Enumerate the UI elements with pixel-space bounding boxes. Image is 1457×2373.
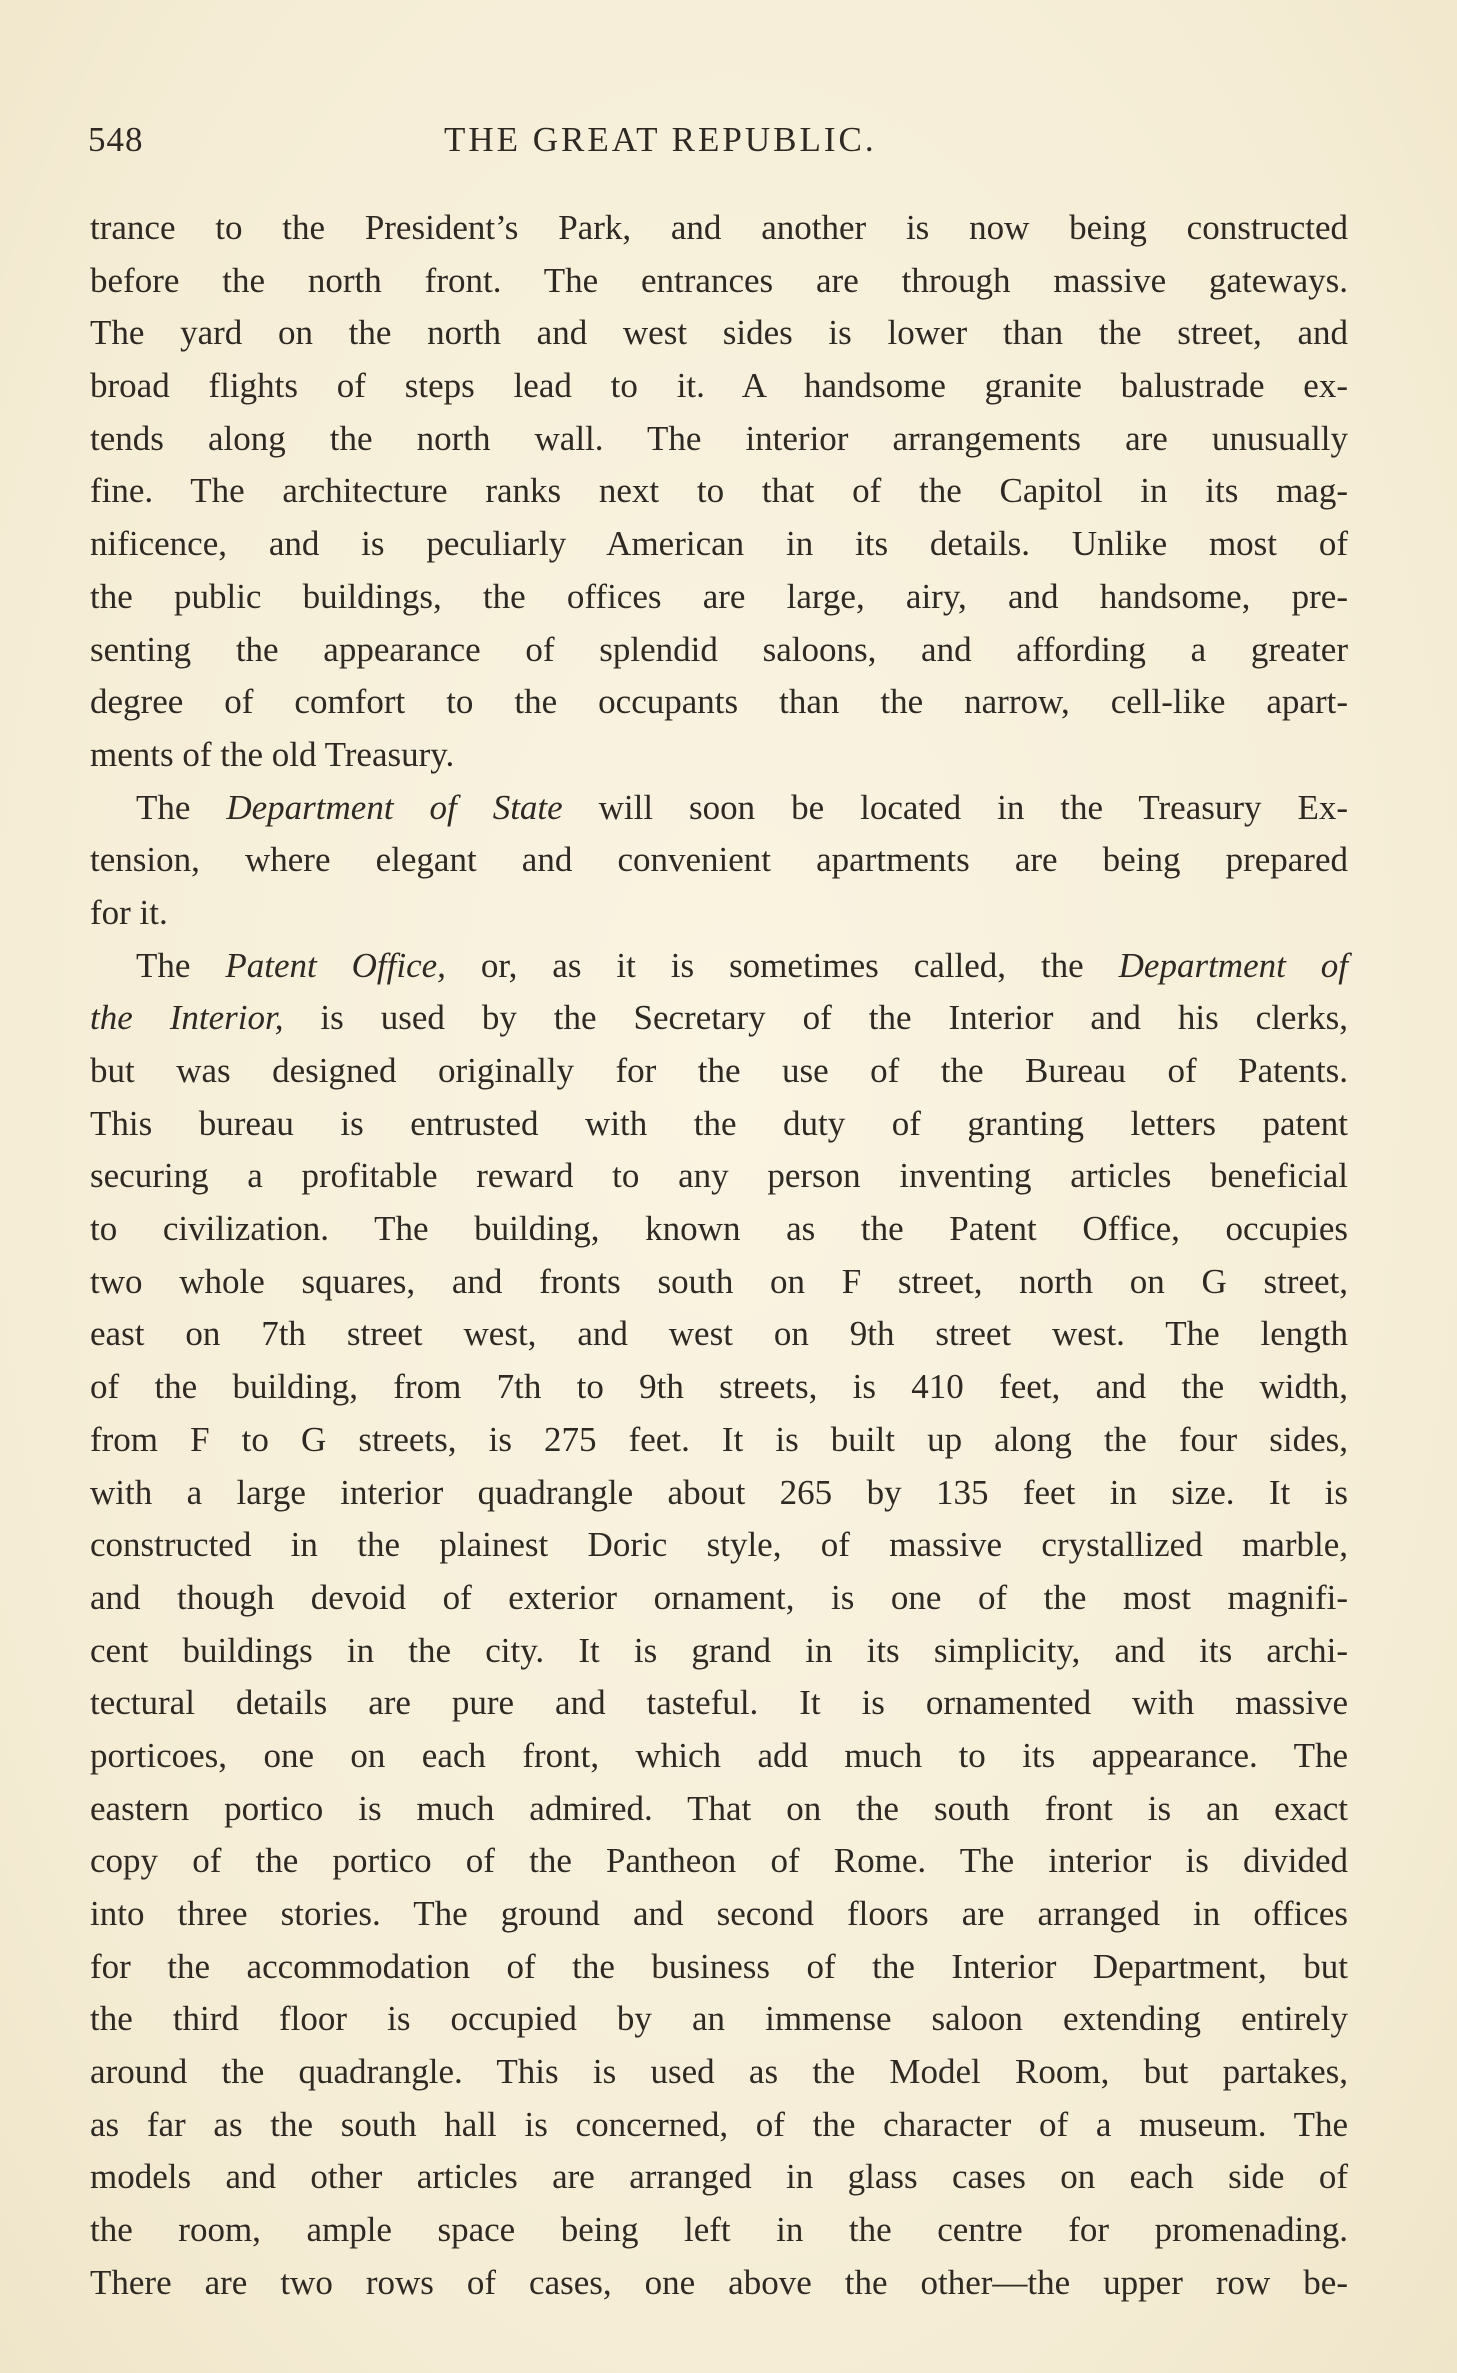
text-line <box>90 1045 1348 1098</box>
text-line <box>90 465 1348 518</box>
text-span: to civilization. The building, known as the Patent Office, occupies <box>90 1209 1348 1249</box>
text-span: for the accommodation of the business of the Interior Department, but <box>90 1946 1348 1986</box>
text-line <box>90 887 1348 940</box>
text-span: cent buildings in the city. It is grand in its simplicity, and its archi- <box>90 1630 1348 1670</box>
text-line <box>90 1730 1348 1783</box>
text-span: porticoes, one on each front, which add much to its appearance. The <box>90 1735 1348 1775</box>
text-span: senting the appearance of splendid saloons, and affording a greater <box>90 629 1348 669</box>
text-span: The yard on the north and west sides is lower than the street, and <box>90 313 1348 353</box>
text-line <box>90 992 1348 1045</box>
text-span: from F to G streets, is 275 feet. It is built up along the four sides, <box>90 1419 1348 1459</box>
text-line <box>90 1783 1348 1836</box>
text-span: tension, where elegant and convenient apartments are being prepared <box>90 840 1348 880</box>
text-line <box>90 1625 1348 1678</box>
italic-span: the Interior, <box>90 998 284 1038</box>
text-line <box>90 729 1348 782</box>
text-span: the public buildings, the offices are large, airy, and handsome, pre- <box>90 576 1348 616</box>
text-line <box>90 782 1348 835</box>
text-span: trance to the President’s Park, and another is now being constructed <box>90 208 1348 247</box>
text-line <box>90 940 1348 993</box>
page-number: 548 <box>88 120 144 159</box>
text-line <box>90 2151 1348 2204</box>
text-span: fine. The architecture ranks next to that of the Capitol in its mag- <box>90 471 1348 511</box>
text-line <box>90 571 1348 624</box>
text-line <box>90 2099 1348 2152</box>
text-line <box>90 307 1348 360</box>
text-line <box>90 2257 1348 2310</box>
text-span: or, as it is sometimes called, the <box>445 945 1119 985</box>
text-span: securing a profitable reward to any person inventing articles beneficial <box>90 1156 1348 1196</box>
text-span: This bureau is entrusted with the duty of granting letters patent <box>90 1103 1348 1143</box>
text-span: The <box>136 945 226 985</box>
text-span: constructed in the plainest Doric style, of massive crystallized marble, <box>90 1525 1348 1565</box>
text-span: The <box>136 787 227 827</box>
text-line <box>90 255 1348 308</box>
text-line <box>90 2204 1348 2257</box>
text-line <box>90 2046 1348 2099</box>
text-line <box>90 1308 1348 1361</box>
text-line <box>90 1519 1348 1572</box>
running-title: THE GREAT REPUBLIC. <box>444 120 877 159</box>
text-line <box>90 1414 1348 1467</box>
text-span: nificence, and is peculiarly American in its details. Unlike most of <box>90 524 1348 564</box>
text-line <box>90 413 1348 466</box>
text-span: but was designed originally for the use of the Bureau of Patents. <box>90 1051 1348 1090</box>
text-line <box>90 1467 1348 1520</box>
text-span: is used by the Secretary of the Interior and his clerks, <box>283 998 1348 1038</box>
text-line <box>90 624 1348 677</box>
text-line <box>90 1203 1348 1256</box>
text-span: as far as the south hall is concerned, of the character of a museum. The <box>90 2104 1348 2144</box>
text-line <box>90 1835 1348 1888</box>
text-span: broad flights of steps lead to it. A handsome granite balustrade ex- <box>90 366 1348 406</box>
text-line <box>90 1993 1348 2046</box>
text-span: into three stories. The ground and second floors are arranged in offices <box>90 1894 1348 1933</box>
text-line <box>90 1572 1348 1625</box>
body-text <box>90 202 1348 2310</box>
italic-span: Patent Office, <box>225 945 446 985</box>
text-span: the third floor is occupied by an immense saloon extending entirely <box>90 1999 1348 2039</box>
text-line <box>90 360 1348 413</box>
italic-span: Department of <box>1118 945 1348 985</box>
text-span: before the north front. The entrances are through massive gateways. <box>90 260 1348 300</box>
text-span: two whole squares, and fronts south on F street, north on G street, <box>90 1261 1348 1301</box>
text-line <box>90 202 1348 255</box>
text-span: the room, ample space being left in the centre for promenading. <box>90 2210 1348 2250</box>
text-span: eastern portico is much admired. That on the south front is an exact <box>90 1788 1348 1828</box>
text-span: models and other articles are arranged in glass cases on each side of <box>90 2157 1348 2197</box>
text-line <box>90 1941 1348 1994</box>
italic-span: Department of State <box>226 787 563 827</box>
text-span: with a large interior quadrangle about 265 by 135 feet in size. It is <box>90 1472 1348 1512</box>
text-span: tends along the north wall. The interior arrangements are unusually <box>90 418 1348 458</box>
text-line <box>90 1677 1348 1730</box>
text-line <box>90 1256 1348 1309</box>
text-span: ments of the old Treasury. <box>90 734 455 774</box>
text-span: degree of comfort to the occupants than the narrow, cell-like apart- <box>90 682 1348 722</box>
text-line <box>90 518 1348 571</box>
text-line <box>90 834 1348 887</box>
text-span: of the building, from 7th to 9th streets, is 410 feet, and the width, <box>90 1367 1348 1407</box>
text-line <box>90 676 1348 729</box>
text-span: and though devoid of exterior ornament, is one of the most magnifi- <box>90 1577 1348 1617</box>
text-line <box>90 1098 1348 1151</box>
text-span: will soon be located in the Treasury Ex- <box>562 787 1348 827</box>
text-line <box>90 1888 1348 1941</box>
text-span: east on 7th street west, and west on 9th street west. The length <box>90 1314 1348 1354</box>
text-line <box>90 1150 1348 1203</box>
text-span: There are two rows of cases, one above the other—the upper row be- <box>90 2262 1348 2302</box>
text-span: copy of the portico of the Pantheon of Rome. The interior is divided <box>90 1841 1348 1881</box>
page-header <box>88 120 1348 176</box>
text-span: around the quadrangle. This is used as the Model Room, but partakes, <box>90 2052 1348 2092</box>
text-span: tectural details are pure and tasteful. It is ornamented with massive <box>90 1683 1348 1723</box>
text-span: for it. <box>90 892 168 932</box>
text-line <box>90 1361 1348 1414</box>
